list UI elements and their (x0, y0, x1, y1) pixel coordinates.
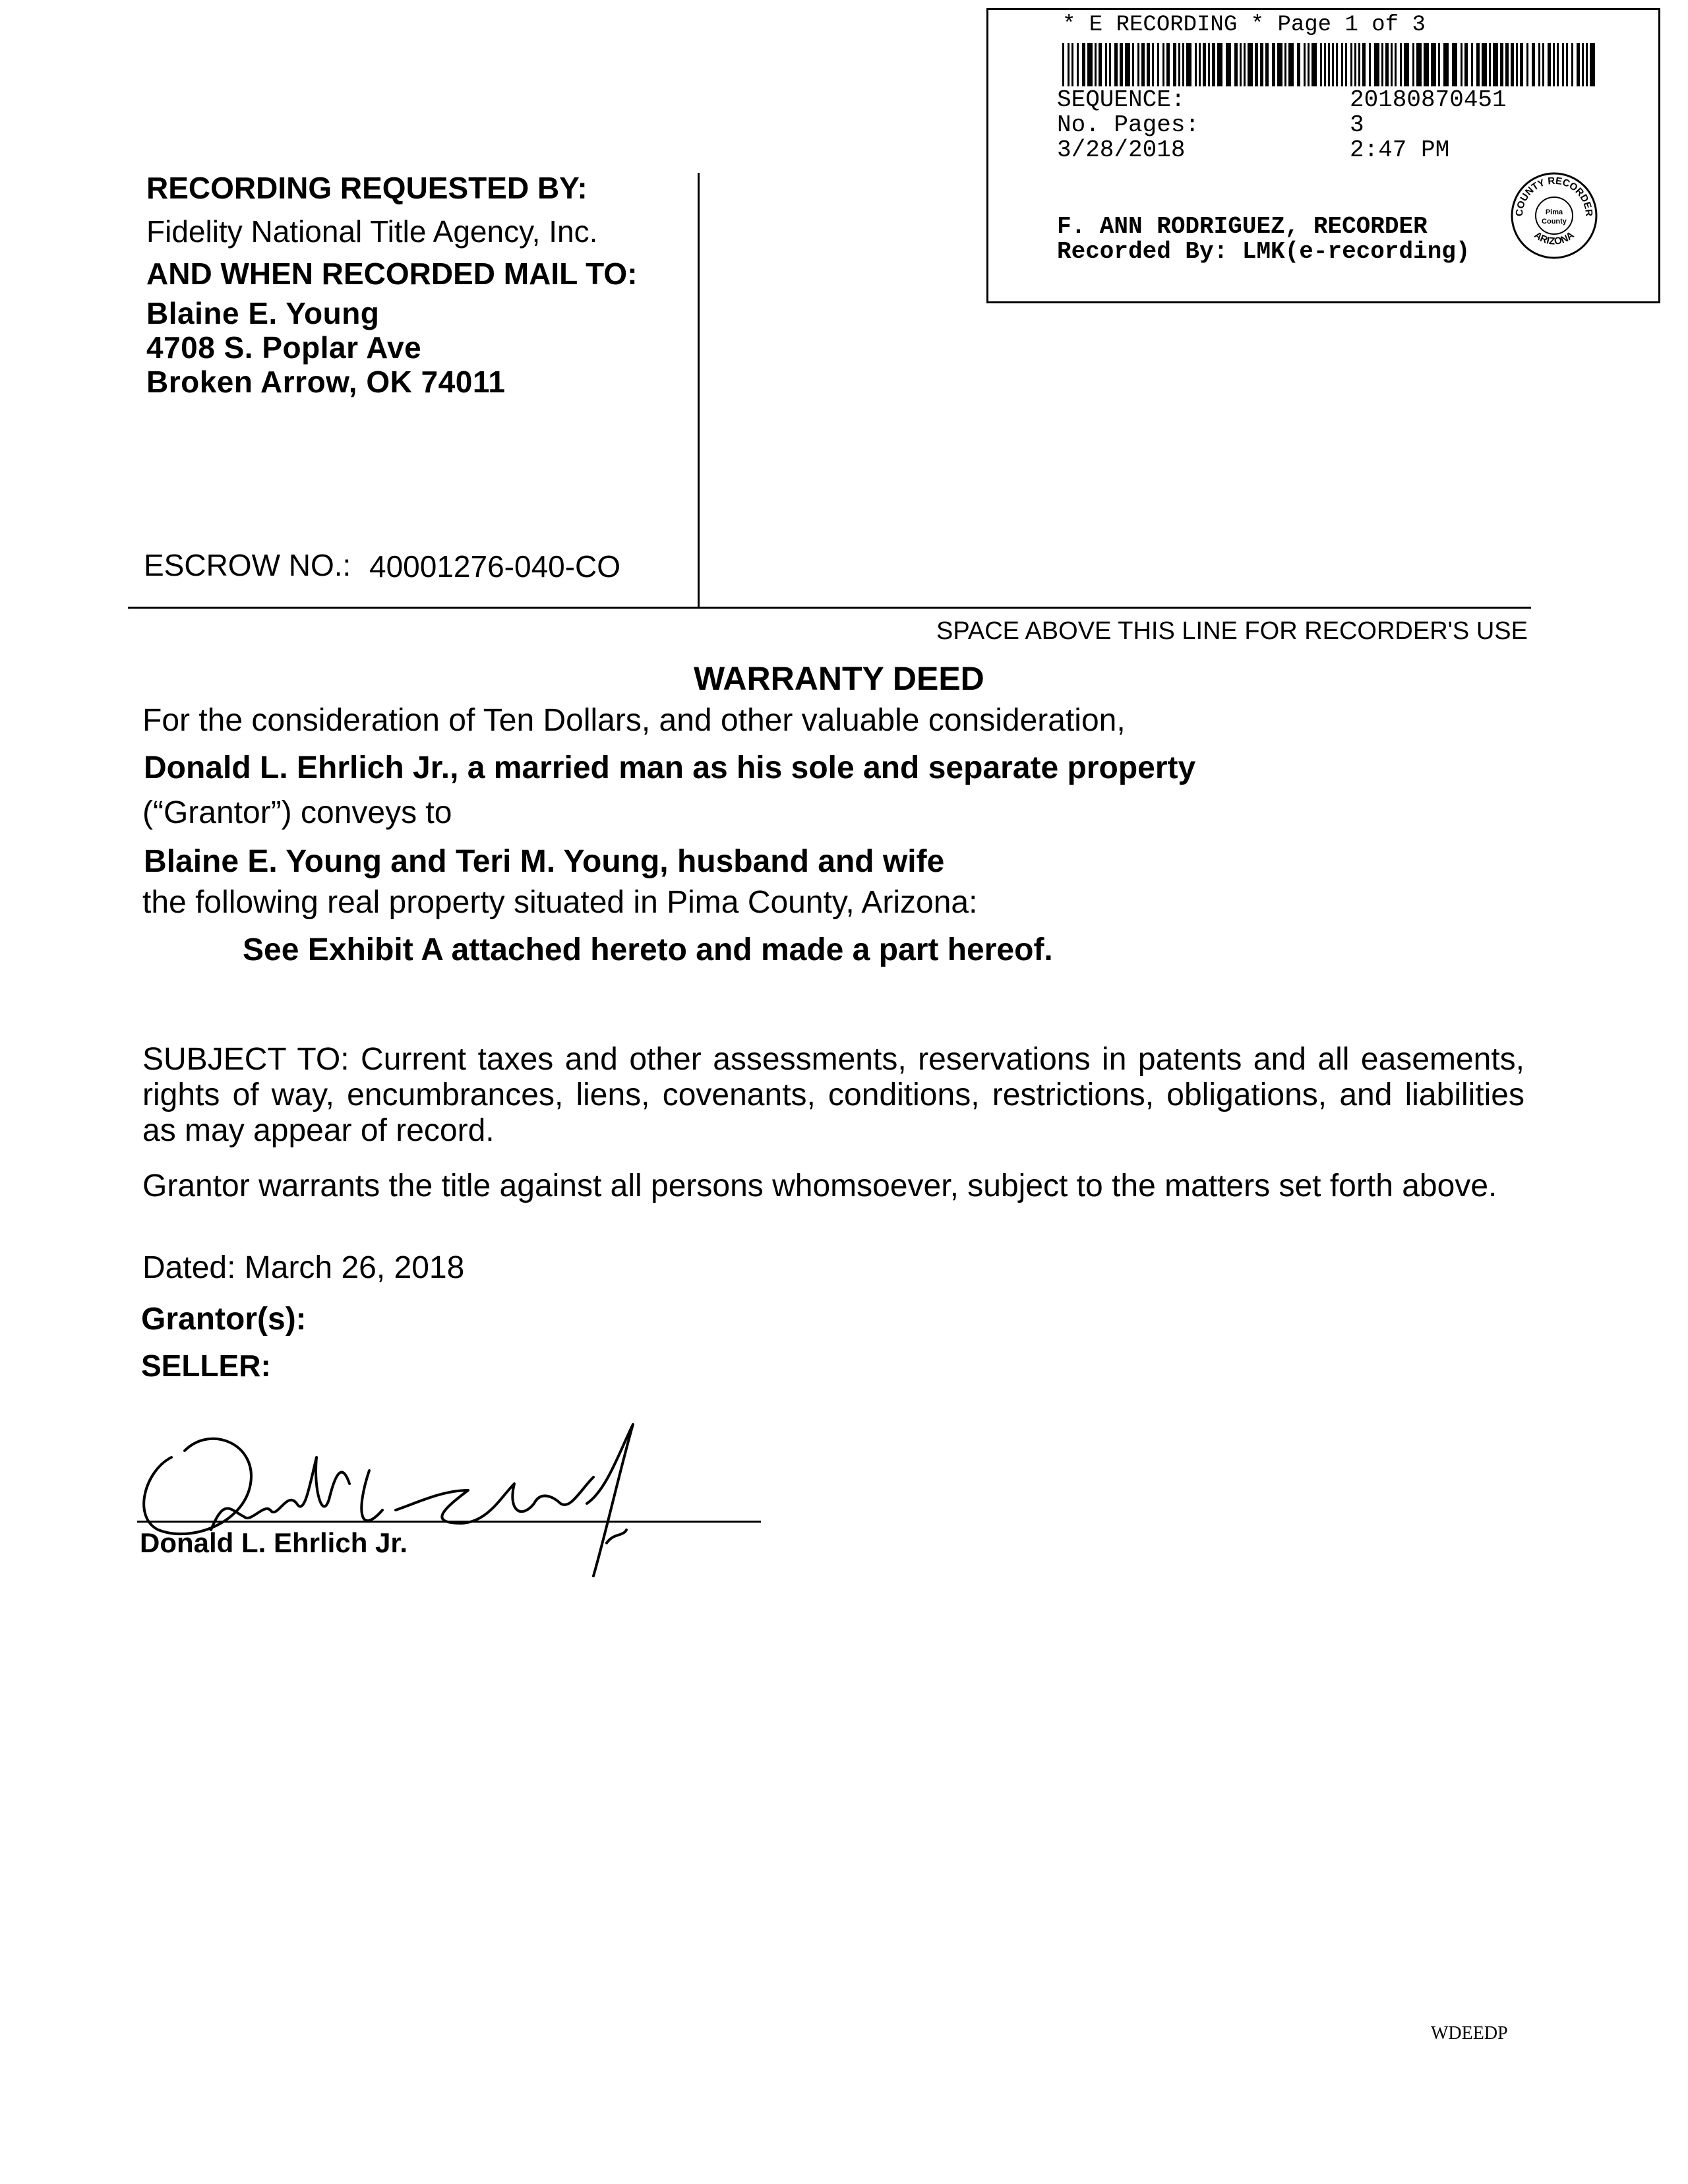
dated-line: Dated: March 26, 2018 (142, 1250, 465, 1285)
recorders-use-line (128, 607, 1531, 609)
svg-text:Pima: Pima (1545, 208, 1563, 216)
mail-to-name: Blaine E. Young (146, 296, 380, 330)
svg-text:COUNTY RECORDER: COUNTY RECORDER (1513, 175, 1595, 217)
mail-to-street: 4708 S. Poplar Ave (146, 330, 422, 365)
requested-by-label: RECORDING REQUESTED BY: (146, 171, 588, 205)
escrow-label: ESCROW NO.: (144, 548, 351, 582)
svg-text:ARIZONA: ARIZONA (1532, 229, 1577, 247)
document-title: WARRANTY DEED (694, 660, 984, 697)
escrow-number: 40001276-040-CO (369, 549, 621, 584)
grantee-line: Blaine E. Young and Teri M. Young, husband and wife (144, 844, 945, 879)
barcode (1062, 43, 1596, 90)
consideration-line: For the consideration of Ten Dollars, and other valuable consideration, (142, 703, 1126, 738)
conveys-line: (“Grantor”) conveys to (142, 795, 452, 830)
signature-line (137, 1521, 761, 1523)
county-seal-icon (1508, 169, 1600, 262)
signer-name: Donald L. Ehrlich Jr. (140, 1527, 408, 1558)
recorder-stamp-box (986, 8, 1660, 303)
pages-label: No. Pages: (1057, 111, 1200, 138)
recorders-use-caption: SPACE ABOVE THIS LINE FOR RECORDER'S USE (936, 617, 1528, 645)
recording-header: * E RECORDING * Page 1 of 3 (1062, 13, 1426, 38)
svg-text:County: County (1542, 218, 1567, 226)
situated-line: the following real property situated in Pima County, Arizona: (142, 885, 978, 920)
recorded-by: Recorded By: LMK(e-recording) (1057, 238, 1470, 265)
sequence-value: 20180870451 (1350, 86, 1507, 113)
form-code: WDEEDP (1431, 2023, 1508, 2044)
pages-value: 3 (1350, 111, 1364, 138)
vertical-divider (698, 173, 700, 608)
subject-to-paragraph: SUBJECT TO: Current taxes and other assessments, reservations in patents and all easements, rights of way, encumbrances, liens, covenants, conditions, restrictions, obligations, and liabilities as may appear of record. (142, 1042, 1524, 1148)
requested-by-company: Fidelity National Title Agency, Inc. (146, 214, 598, 249)
grantor-line: Donald L. Ehrlich Jr., a married man as his sole and separate property (144, 750, 1196, 785)
mail-to-city: Broken Arrow, OK 74011 (146, 365, 506, 399)
mail-to-label: AND WHEN RECORDED MAIL TO: (146, 257, 638, 291)
recorder-name: F. ANN RODRIGUEZ, RECORDER (1057, 213, 1428, 240)
recording-time: 2:47 PM (1350, 136, 1450, 164)
warranty-paragraph: Grantor warrants the title against all persons whomsoever, subject to the matters set forth above. (142, 1168, 1497, 1203)
sequence-label: SEQUENCE: (1057, 86, 1186, 113)
grantors-label: Grantor(s): (141, 1302, 307, 1337)
seller-label: SELLER: (141, 1349, 271, 1383)
recording-date: 3/28/2018 (1057, 136, 1186, 164)
exhibit-line: See Exhibit A attached hereto and made a part hereof. (243, 932, 1053, 967)
